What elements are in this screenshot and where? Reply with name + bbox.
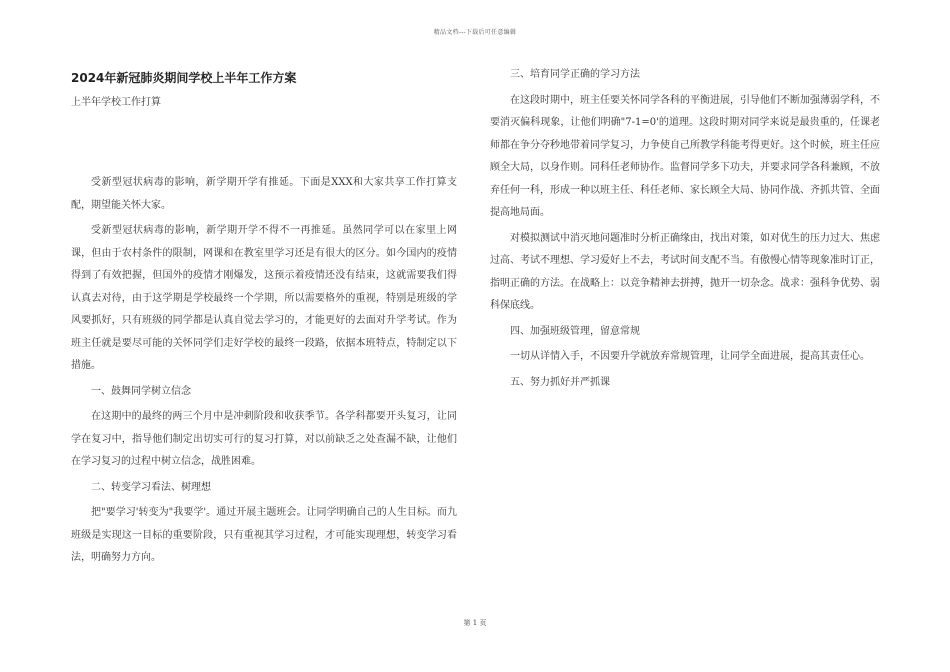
section-heading-5: 五、努力抓好并严抓课	[510, 376, 610, 388]
section-1-paragraph: 在这期中的最终的两三个月中是冲刺阶段和收获季节。各学科都要开头复习，让同学在复习中，指导他们制定出切实可行的复习打算，对以前缺乏之处查漏不缺，让他们在学习复习的过程中树立信念，战胜困难。	[71, 411, 457, 467]
blank-space	[71, 112, 457, 172]
section-4-paragraph: 一切从详情入手，不因要升学就放弃常规管理，让同学全面进展，提高其责任心。	[510, 351, 870, 362]
section-2-paragraph: 把"要学习'转变为"我要学'。通过开展主题班会。让同学明确自己的人生目标。而九班级是实现这一目标的重要阶段，只有重视其学习过程，才可能实现理想，转变学习看法，明确努力方向。	[71, 507, 457, 563]
section-heading-1: 一、鼓舞同学树立信念	[91, 385, 191, 397]
section-heading-3: 三、培育同学正确的学习方法	[510, 69, 640, 80]
section-3-paragraph: 在这段时期中，班主任要关怀同学各科的平衡进展，引导他们不断加强薄弱学科，不要消灭偏科现象，让他们明确"7-1=0'的道理。这段时期对同学来说是最贵重的，任课老师都在争分夺秒地带着同学复习，力争使自己所教学科能考得更好。这个时候，班主任应顾全大局，以身作则。同科任老师协作。监督同学多下功夫，并要求同学各科兼顾，不放弃任何一科，形成一种以班主任、科任老师、家长顾全大局、协同作战、齐抓共管、全面提高地局面。	[490, 94, 880, 218]
section-heading-4: 四、加强班级管理，留意常规	[510, 325, 640, 337]
background-paragraph: 受新型冠状病毒的影响，新学期开学不得不一再推延。虽然同学可以在家里上网课，但由于农村条件的限制，网课和在教室里学习还是有很大的区分。如今国内的疫情得到了有效把握，但国外的疫情才刚爆发，这预示着疫情还没有结束，这就需要我们得认真去对待，由于这学期是学校最终一个学期，所以需要格外的重视，特别是班级的学风要抓好，只有班级的同学都是认真自觉去学习的，才能更好的去面对升学考试。作为班主任就是要尽可能的关怀同学们走好学校的最终一段路，依据本班特点，特制定以下措施。	[71, 225, 457, 371]
left-column	[71, 64, 457, 570]
section-3-paragraph-2: 对模拟测试中消灭地问题准时分析正确缘由，找出对策，如对优生的压力过大、焦虑过高、考试不理想、学习爱好上不去，考试时间支配不当。有傲慢心情等现象准时订正，指明正确的方法。在战略上：以竞争精神去拼搏，抛开一切杂念。战求：强科争优势、弱科保底线。	[490, 232, 880, 311]
section-heading-2: 二、转变学习看法、树理想	[91, 481, 211, 493]
document-subtitle: 上半年学校工作打算	[71, 97, 161, 108]
right-column	[490, 64, 880, 397]
intro-paragraph: 受新型冠状病毒的影响，新学期开学有推延。下面是XXX和大家共享工作打算支配，期望能关怀大家。	[71, 177, 457, 211]
page-number: 第 1 页	[463, 619, 487, 627]
document-title: 2024年新冠肺炎期间学校上半年工作方案	[71, 71, 297, 85]
page-header-note: 精品文档---下载后可任意编辑	[433, 29, 517, 36]
